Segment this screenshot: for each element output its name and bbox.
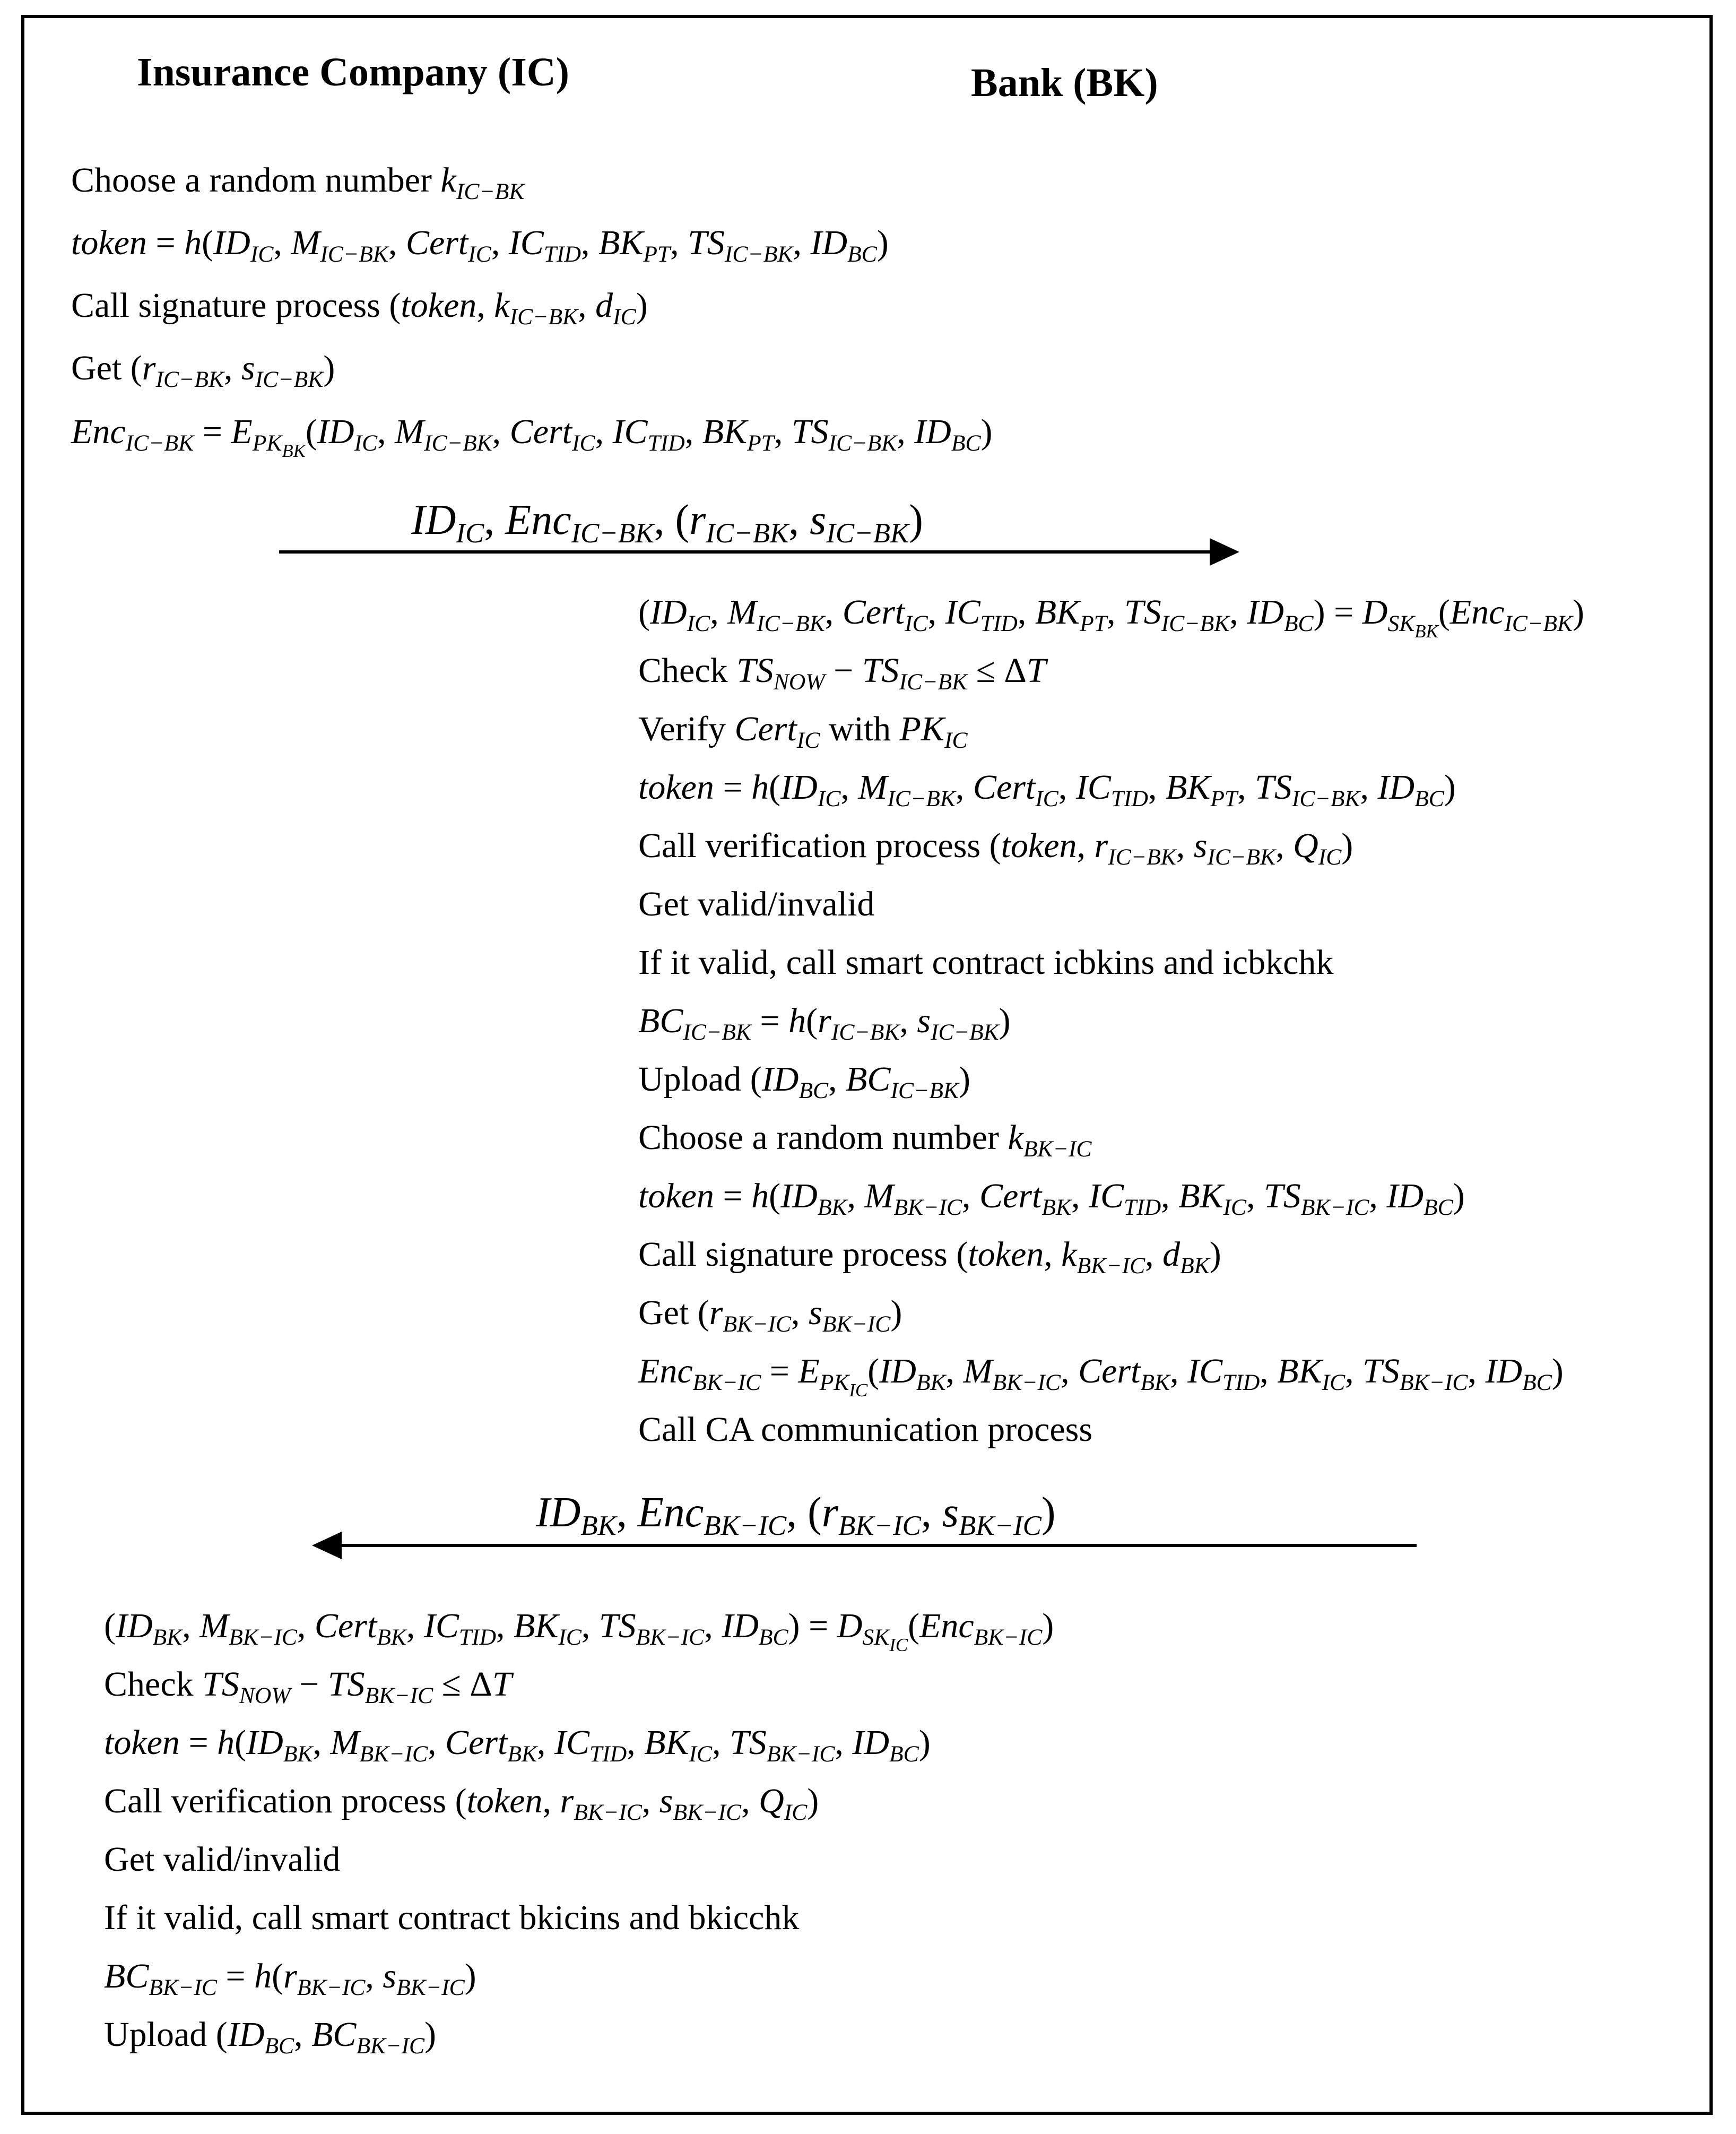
ic-call-signature-text: Call signature process ( bbox=[71, 286, 401, 325]
msg1-id-sub: IC bbox=[456, 517, 484, 549]
bk-if-valid: If it valid, call smart contract icbkins and icbkchk bbox=[638, 943, 1334, 982]
ic-choose-random-text: Choose a random number bbox=[71, 161, 441, 200]
bk-call-signature: Call signature process (token, $k_{BK-IC}$, $d_{BK}$) bbox=[638, 1235, 1221, 1278]
ic-call-verification: Call verification process (token, $r_{BK-IC}$, $s_{BK-IC}$, $Q_{IC}$) bbox=[104, 1782, 819, 1825]
bk-get-valid: Get valid/invalid bbox=[638, 885, 875, 923]
bk-verify-cert: Verify Cert$_{IC}$ with $PK_{IC}$ bbox=[638, 710, 968, 753]
bk-upload-text: Upload ( bbox=[638, 1060, 762, 1099]
bk-enc-formula: $Enc_{BK-IC} = E_{PK_{IC}}(ID_{BK}$, $M_{BK-IC}$, Cert$_{BK}$, $IC_{TID}$, $BK_{IC}$, $TS_{BK-IC}$, $ID_{BC}$) bbox=[638, 1352, 1564, 1401]
message-ic-to-bk-label: $ID_{IC}$, Enc$_{IC-BK}$, ($r_{IC-BK}$, $s_{IC-BK}$) bbox=[411, 497, 923, 549]
arrow-ic-to-bk bbox=[279, 538, 1239, 566]
bk-call-signature-text: Call signature process ( bbox=[638, 1235, 968, 1274]
bk-verify-text: Verify bbox=[638, 710, 735, 748]
msg2-s: s bbox=[942, 1489, 959, 1536]
bk-bc-formula: $BC_{IC-BK} = h(r_{IC-BK}$, $s_{IC-BK}$) bbox=[638, 1001, 1011, 1045]
bk-check-text: Check bbox=[638, 651, 737, 690]
ic-token2-formula: token = $h(ID_{BK}$, $M_{BK-IC}$, Cert$_{BK}$, $IC_{TID}$, $BK_{IC}$, $TS_{BK-IC}$, $ID_{BC}$) bbox=[104, 1723, 931, 1767]
msg2-r: r bbox=[821, 1489, 838, 1536]
ic-call-signature: Call signature process (token, $k_{IC-BK}$, $d_{IC}$) bbox=[71, 286, 648, 330]
bk-get-text: Get ( bbox=[638, 1293, 709, 1332]
ic-check-ts: Check $TS_{NOW} - TS_{BK-IC} \le \Delta T$ bbox=[104, 1665, 512, 1708]
ic-get-valid: Get valid/invalid bbox=[104, 1840, 341, 1879]
ic-if-valid: If it valid, call smart contract bkicins and bkicchk bbox=[104, 1898, 800, 1937]
bk-token-formula: token = $h(ID_{IC}$, $M_{IC-BK}$, Cert$_{IC}$, $IC_{TID}$, $BK_{PT}$, $TS_{IC-BK}$, $ID_{BC}$) bbox=[638, 768, 1456, 811]
bk-choose-random: Choose a random number $k_{BK-IC}$ bbox=[638, 1118, 1092, 1162]
ic-get-text: Get ( bbox=[71, 349, 142, 387]
msg2-id: ID bbox=[536, 1489, 581, 1536]
ic-decrypt-formula: ($ID_{BK}$, $M_{BK-IC}$, Cert$_{BK}$, $IC_{TID}$, $BK_{IC}$, $TS_{BK-IC}$, $ID_{BC}) = D_{SK_{IC}}(Enc_{BK-IC})$ bbox=[104, 1606, 1054, 1656]
bk-upload: Upload ($ID_{BC}$, $BC_{IC-BK}$) bbox=[638, 1060, 970, 1103]
bk-call-verification: Call verification process (token, $r_{IC-BK}$, $s_{IC-BK}$, $Q_{IC}$) bbox=[638, 826, 1353, 870]
header-bank: Bank (BK) bbox=[971, 61, 1158, 105]
msg1-s-sub: IC−BK bbox=[826, 517, 909, 549]
msg1-id: ID bbox=[411, 497, 456, 543]
ic-bc-formula: $BC_{BK-IC} = h(r_{BK-IC}$, $s_{BK-IC}$) bbox=[104, 1957, 476, 2000]
msg2-enc: Enc bbox=[637, 1489, 704, 1536]
bk-choose-text: Choose a random number bbox=[638, 1118, 1008, 1157]
bk-get-rs: Get ($r_{BK-IC}$, $s_{BK-IC}$) bbox=[638, 1293, 902, 1337]
ic-k-subscript: IC−BK bbox=[456, 178, 525, 204]
msg1-enc-sub: IC−BK bbox=[571, 517, 654, 549]
msg1-enc: Enc bbox=[505, 497, 571, 543]
ic-upload: Upload ($ID_{BC}$, $BC_{BK-IC}$) bbox=[104, 2015, 436, 2059]
message-bk-to-ic-label: $ID_{BK}$, Enc$_{BK-IC}$, ($r_{BK-IC}$, $s_{BK-IC}$) bbox=[536, 1489, 1056, 1541]
bk-call-ca: Call CA communication process bbox=[638, 1410, 1093, 1449]
msg2-id-sub: BK bbox=[580, 1510, 617, 1541]
bk-check-ts: Check $TS_{NOW} - TS_{IC-BK} \le \Delta T$ bbox=[638, 651, 1046, 695]
arrow-bk-to-ic bbox=[312, 1532, 1417, 1559]
header-insurance-company: Insurance Company (IC) bbox=[137, 50, 569, 94]
bk-with-text: with bbox=[820, 710, 900, 748]
ic-call-verification-text: Call verification process ( bbox=[104, 1782, 467, 1820]
ic-token-formula: token = $h(ID_{IC}$, $M_{IC-BK}$, Cert$_{IC}$, $IC_{TID}$, $BK_{PT}$, $TS_{IC-BK}$, $ID_{BC}$) bbox=[71, 223, 889, 267]
ic-upload-text: Upload ( bbox=[104, 2015, 228, 2054]
ic-enc-formula: $Enc_{IC-BK} = E_{PK_{BK}}(ID_{IC}$, $M_{IC-BK}$, Cert$_{IC}$, $IC_{TID}$, $BK_{PT}$, $TS_{IC-BK}$, $ID_{BC}$) bbox=[71, 412, 993, 462]
msg1-s: s bbox=[810, 497, 827, 543]
ic-get-rs: Get ($r_{IC-BK}$, $s_{IC-BK}$) bbox=[71, 349, 335, 392]
ic-check-text: Check bbox=[104, 1665, 203, 1704]
bk-decrypt-formula: ($ID_{IC}$, $M_{IC-BK}$, Cert$_{IC}$, $IC_{TID}$, $BK_{PT}$, $TS_{IC-BK}$, $ID_{BC}) = D_{SK_{BK}}(Enc_{IC-BK})$ bbox=[638, 593, 1584, 642]
msg1-r: r bbox=[689, 497, 706, 543]
msg2-s-sub: BK−IC bbox=[958, 1510, 1041, 1541]
ic-k-symbol: k bbox=[440, 161, 456, 200]
bk-token2-formula: token = $h(ID_{BK}$, $M_{BK-IC}$, Cert$_{BK}$, $IC_{TID}$, $BK_{IC}$, $TS_{BK-IC}$, $ID_{BC}$) bbox=[638, 1177, 1465, 1220]
msg2-enc-sub: BK−IC bbox=[704, 1510, 787, 1541]
bk-call-verification-text: Call verification process ( bbox=[638, 826, 1001, 865]
